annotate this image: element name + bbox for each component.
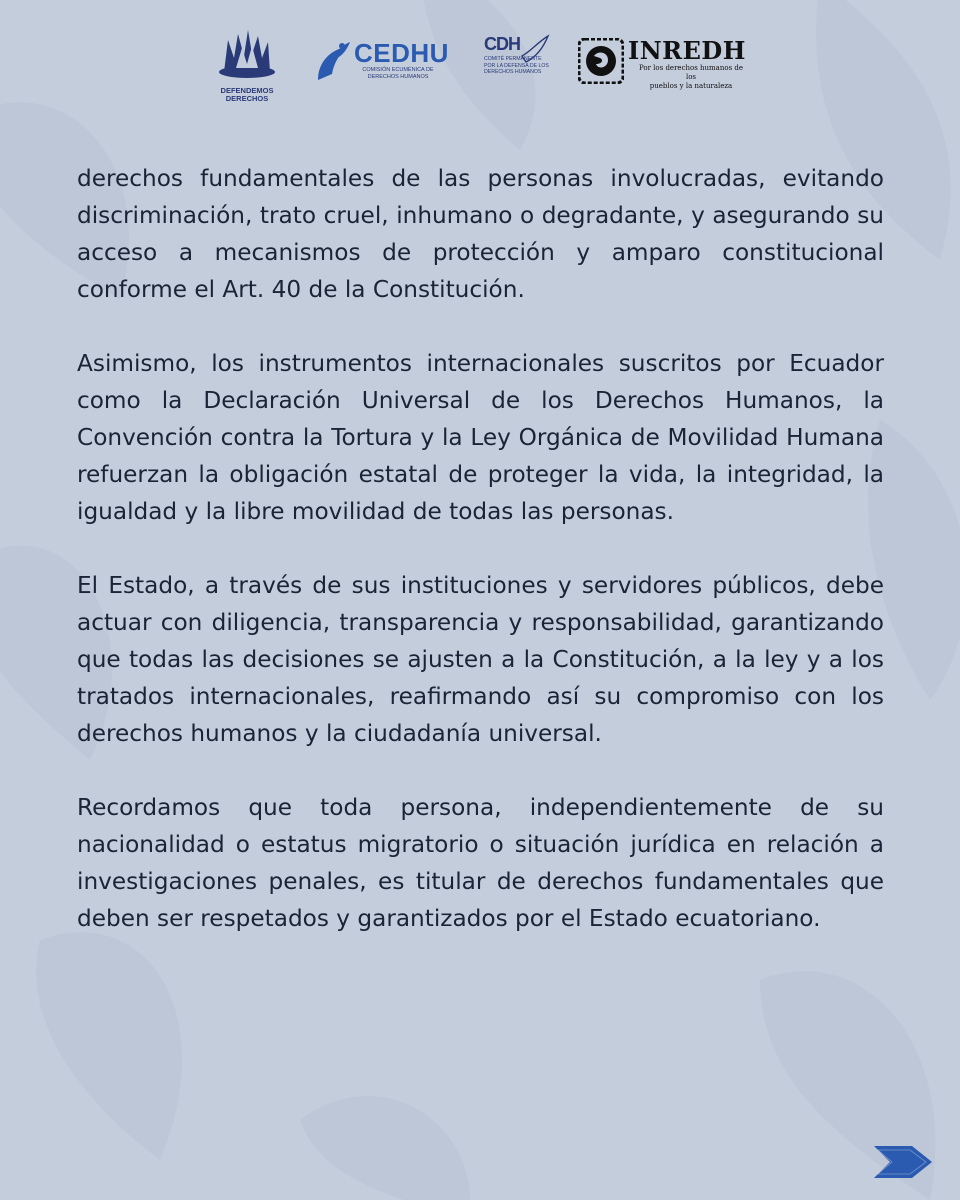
paragraph-1: derechos fundamentales de las personas involucradas, evitando discriminación, trato cruel, inhumano o degradante, y asegurando su acceso a mecanismos de protección y amparo constitucional conforme el Art. 40 de la Constitución.	[77, 165, 884, 303]
inredh-logo	[578, 38, 748, 118]
defendemos-line1: DEFENDEMOS	[220, 86, 274, 95]
partner-logos	[0, 28, 960, 108]
cedhu-logo	[314, 40, 454, 120]
paragraph-3: El Estado, a través de sus instituciones y servidores públicos, debe actuar con diligencia, transparencia y responsabilidad, garantizando que todas las decisiones se ajusten a la Constitución, a la ley y a los tratados internacionales, reafirmando así su compromiso con los derechos humanos y la ciudadanía universal.	[77, 572, 884, 747]
paragraph-4: Recordamos que toda persona, independientemente de su nacionalidad o estatus migratorio o situación jurídica en relación a investigaciones penales, es titular de derechos fundamentales que deben ser respetados y garantizados por el Estado ecuatoriano.	[77, 794, 884, 932]
cedhu-sub2: DERECHOS HUMANOS	[367, 74, 429, 80]
cedhu-title: CEDHU	[354, 38, 449, 68]
cdh-sub2: POR LA DEFENSA DE LOS	[484, 62, 549, 69]
inredh-sub1: Por los derechos humanos de los	[638, 64, 744, 81]
cedhu-dove-icon	[314, 40, 352, 82]
paragraph-2: Asimismo, los instrumentos internacionales suscritos por Ecuador como la Declaración Universal de los Derechos Humanos, la Convención contra la Tortura y la Ley Orgánica de Movilidad Humana refuerzan la obligación estatal de proteger la vida, la integridad, la igualdad y la libre movilidad de todas las personas.	[77, 350, 884, 525]
cdh-sub1: COMITÉ PERMANENTE	[484, 56, 542, 62]
next-arrow-icon[interactable]	[872, 1142, 938, 1182]
cdh-logo	[480, 34, 554, 114]
inredh-title: INREDH	[628, 36, 746, 65]
inredh-sub2: pueblos y la naturaleza	[649, 82, 733, 90]
inredh-emblem-icon	[578, 38, 624, 84]
defendemos-derechos-logo	[214, 28, 280, 108]
cedhu-sub1: COMISIÓN ECUMÉNICA DE	[362, 67, 434, 73]
cdh-title: CDH	[484, 34, 520, 54]
statement-body	[77, 160, 884, 974]
cdh-sub3: DERECHOS HUMANOS	[484, 69, 542, 75]
defendemos-line2: DERECHOS	[225, 94, 269, 103]
flame-hands-icon	[214, 28, 280, 80]
